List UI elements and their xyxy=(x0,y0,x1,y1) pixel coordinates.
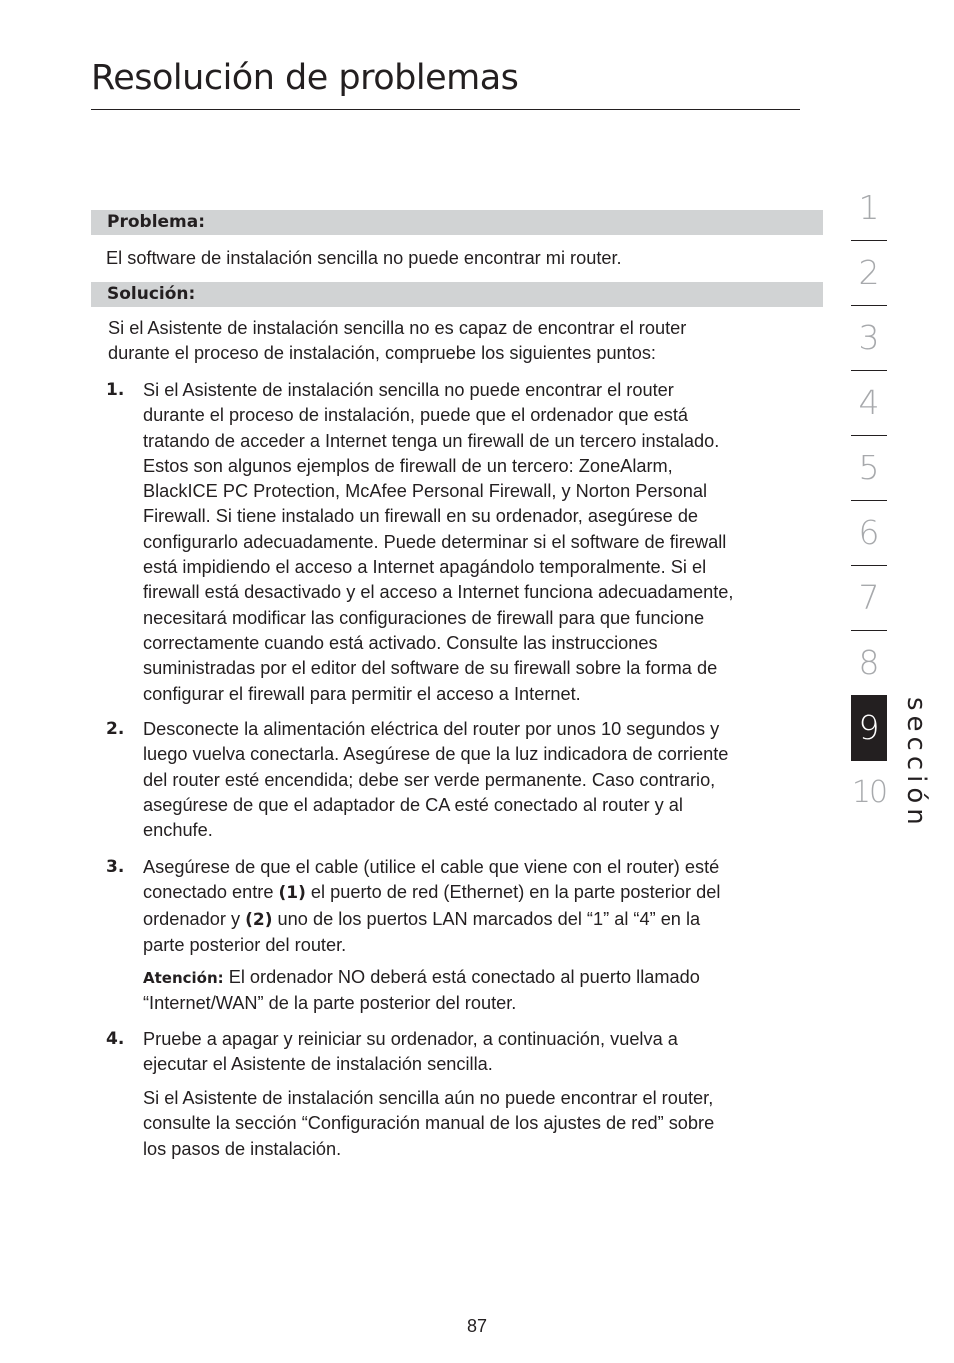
problem-text: El software de instalación sencilla no puede encontrar mi router. xyxy=(106,248,622,268)
section-tab-10: 10 xyxy=(851,775,887,810)
section-tab-1: 1 xyxy=(851,176,887,241)
page-number: 87 xyxy=(466,1316,488,1336)
section-label: sección xyxy=(901,697,931,830)
list-item-text: Asegúrese de que el cable (utilice el cable que viene con el router) esté conectado entre (1) el puerto de red (Ethernet) en la parte posterior del ordenador y (2) uno de los puertos LAN marcados del “1” al “4” en la parte posterior del router. xyxy=(143,857,721,955)
section-tab-8: 8 xyxy=(851,631,887,696)
section-tab-9-active: 9 xyxy=(851,696,887,761)
title-divider xyxy=(91,109,800,110)
section-tab-3: 3 xyxy=(851,306,887,371)
page-title: Resolución de problemas xyxy=(91,58,519,98)
attention-note: Atención: El ordenador NO deberá está conectado al puerto llamado “Internet/WAN” de la parte posterior del router. xyxy=(143,967,700,1014)
section-tab-2: 2 xyxy=(851,241,887,306)
followup-text: Si el Asistente de instalación sencilla aún no puede encontrar el router, consulte la sección “Configuración manual de los ajustes de red” sobre los pasos de instalación. xyxy=(143,1088,715,1159)
list-item-text: Si el Asistente de instalación sencilla no puede encontrar el router durante el proceso de instalación, puede que el ordenador que está tratando de acceder a Internet tenga un firewall de un tercero instalado. Estos son algunos ejemplos de firewall de un tercero: ZoneAlarm, BlackICE PC Protection, McAfee Personal Firewall, y Norton Personal Firewall. Si tiene instalado un firewall en su ordenador, asegúrese de configurarlo adecuadamente. Puede determinar si el software de firewall está impidiendo el acceso a Internet apagándolo temporalmente. Si el firewall está desactivado y el acceso a Internet funciona adecuadamente, necesitará modificar las configuraciones de firewall para que funcione correctamente cuando está activado. Consulte las instrucciones suministradas por el editor del software de su firewall sobre la forma de configurar el firewall para permitir el acceso a Internet. xyxy=(143,380,734,704)
section-nav xyxy=(851,176,887,826)
solution-intro: Si el Asistente de instalación sencilla no es capaz de encontrar el router durante el proceso de instalación, compruebe los siguientes puntos: xyxy=(108,318,687,364)
list-number: 4. xyxy=(106,1029,125,1049)
problem-heading: Problema: xyxy=(91,210,823,235)
section-tab-4: 4 xyxy=(851,371,887,436)
list-number: 2. xyxy=(106,719,125,739)
section-tab-7: 7 xyxy=(851,566,887,631)
section-tab-6: 6 xyxy=(851,501,887,566)
list-item-text: Desconecte la alimentación eléctrica del router por unos 10 segundos y luego vuelva conectarla. Asegúrese de que la luz indicadora de corriente del router esté encendida; debe ser verde permanente. Caso contrario, asegúrese de que el adaptador de CA esté conectado al router y al enchufe. xyxy=(143,719,729,841)
port-reference: (2) xyxy=(245,909,273,930)
list-item-text: Pruebe a apagar y reiniciar su ordenador, a continuación, vuelva a ejecutar el Asistente de instalación sencilla. xyxy=(143,1029,678,1075)
attention-label: Atención: xyxy=(143,969,224,987)
port-reference: (1) xyxy=(278,883,306,904)
list-number: 1. xyxy=(106,380,125,400)
list-number: 3. xyxy=(106,857,125,877)
solution-heading: Solución: xyxy=(91,282,823,307)
section-tab-5: 5 xyxy=(851,436,887,501)
